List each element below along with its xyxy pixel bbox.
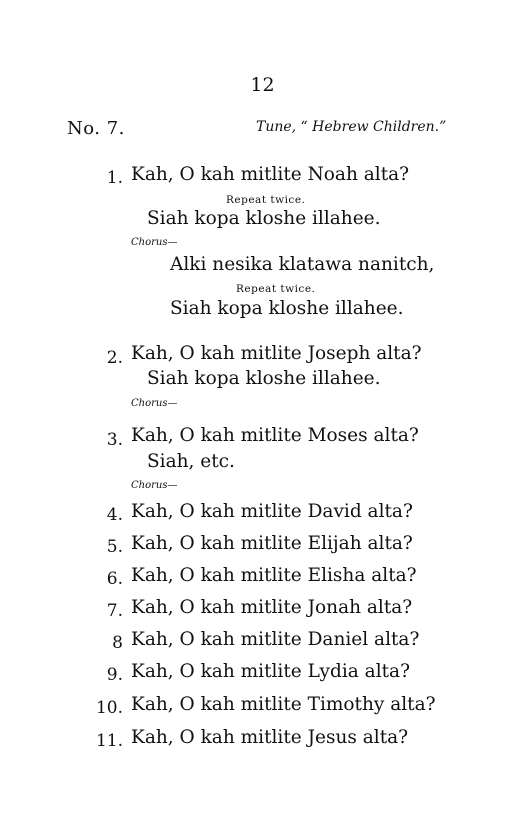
verse-line: Kah, O kah mitlite Joseph alta?: [131, 343, 422, 364]
verse-number: 9.: [106, 665, 123, 685]
verse-number: 8: [112, 633, 123, 653]
verse-number: 6.: [106, 569, 123, 589]
verse-line: Siah, etc.: [147, 451, 235, 472]
repeat-instruction: Repeat twice.: [226, 194, 306, 206]
tune-name: Tune, “ Hebrew Children.”: [256, 119, 447, 135]
verse-line: Siah kopa kloshe illahee.: [147, 368, 381, 389]
verse-number: 10.: [95, 698, 123, 718]
verse-number: 7.: [106, 601, 123, 621]
verse-line: Kah, O kah mitlite Jesus alta?: [131, 727, 409, 748]
verse-number: 11.: [95, 731, 123, 751]
verse-line: Kah, O kah mitlite Noah alta?: [131, 164, 410, 185]
verse-number: 2.: [106, 348, 123, 368]
chorus-line: Siah kopa kloshe illahee.: [170, 298, 404, 319]
repeat-instruction: Repeat twice.: [236, 283, 316, 295]
chorus-line: Alki nesika klatawa nanitch,: [170, 254, 435, 275]
verse-line: Kah, O kah mitlite Elijah alta?: [131, 533, 413, 554]
verse-number: 3.: [106, 430, 123, 450]
verse-line: Kah, O kah mitlite Jonah alta?: [131, 597, 413, 618]
verse-number: 4.: [106, 505, 123, 525]
verse-line: Kah, O kah mitlite Moses alta?: [131, 425, 419, 446]
chorus-label: Chorus—: [131, 398, 178, 409]
verse-line: Siah kopa kloshe illahee.: [147, 208, 381, 229]
verse-line: Kah, O kah mitlite David alta?: [131, 501, 413, 522]
page-number: 12: [250, 74, 275, 96]
verse-line: Kah, O kah mitlite Elisha alta?: [131, 565, 417, 586]
chorus-label: Chorus—: [131, 480, 178, 491]
chorus-label: Chorus—: [131, 237, 178, 248]
verse-number: 5.: [106, 537, 123, 557]
hymn-number: No. 7.: [67, 118, 125, 139]
verse-line: Kah, O kah mitlite Timothy alta?: [131, 694, 436, 715]
verse-line: Kah, O kah mitlite Lydia alta?: [131, 661, 411, 682]
verse-line: Kah, O kah mitlite Daniel alta?: [131, 629, 420, 650]
verse-number: 1.: [106, 168, 123, 188]
